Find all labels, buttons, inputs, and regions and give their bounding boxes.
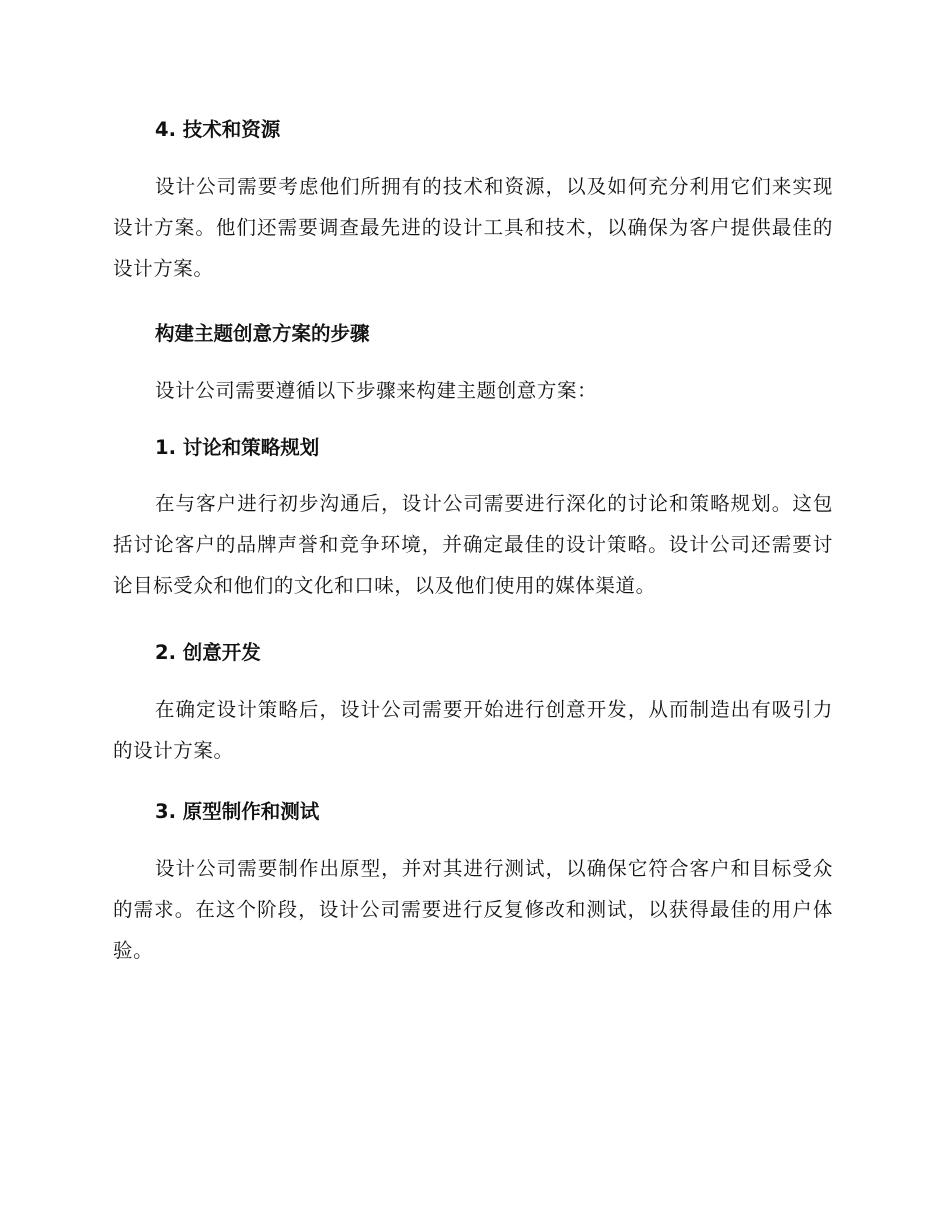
section-heading-steps: 构建主题创意方案的步骤 — [155, 322, 370, 345]
section-heading-technology-resources: 4. 技术和资源 — [155, 118, 281, 141]
section-paragraph-discussion-strategy: 在与客户进行初步沟通后，设计公司需要进行深化的讨论和策略规划。这包括讨论客户的品牌声誉和竞争环境，并确定最佳的设计策略。设计公司还需要讨论目标受众和他们的文化和口味，以及他们使用的媒体渠道。 — [113, 492, 833, 597]
section-paragraph-creative-development: 在确定设计策略后，设计公司需要开始进行创意开发，从而制造出有吸引力的设计方案。 — [113, 698, 833, 762]
section-heading-discussion-strategy: 1. 讨论和策略规划 — [155, 436, 320, 459]
section-paragraph-technology-resources: 设计公司需要考虑他们所拥有的技术和资源，以及如何充分利用它们来实现设计方案。他们还需要调查最先进的设计工具和技术，以确保为客户提供最佳的设计方案。 — [113, 175, 833, 280]
section-paragraph-steps-intro: 设计公司需要遵循以下步骤来构建主题创意方案： — [155, 379, 598, 402]
section-heading-prototype-testing: 3. 原型制作和测试 — [155, 800, 320, 823]
section-paragraph-prototype-testing: 设计公司需要制作出原型，并对其进行测试，以确保它符合客户和目标受众的需求。在这个阶段，设计公司需要进行反复修改和测试，以获得最佳的用户体验。 — [113, 857, 833, 962]
section-heading-creative-development: 2. 创意开发 — [155, 641, 261, 664]
